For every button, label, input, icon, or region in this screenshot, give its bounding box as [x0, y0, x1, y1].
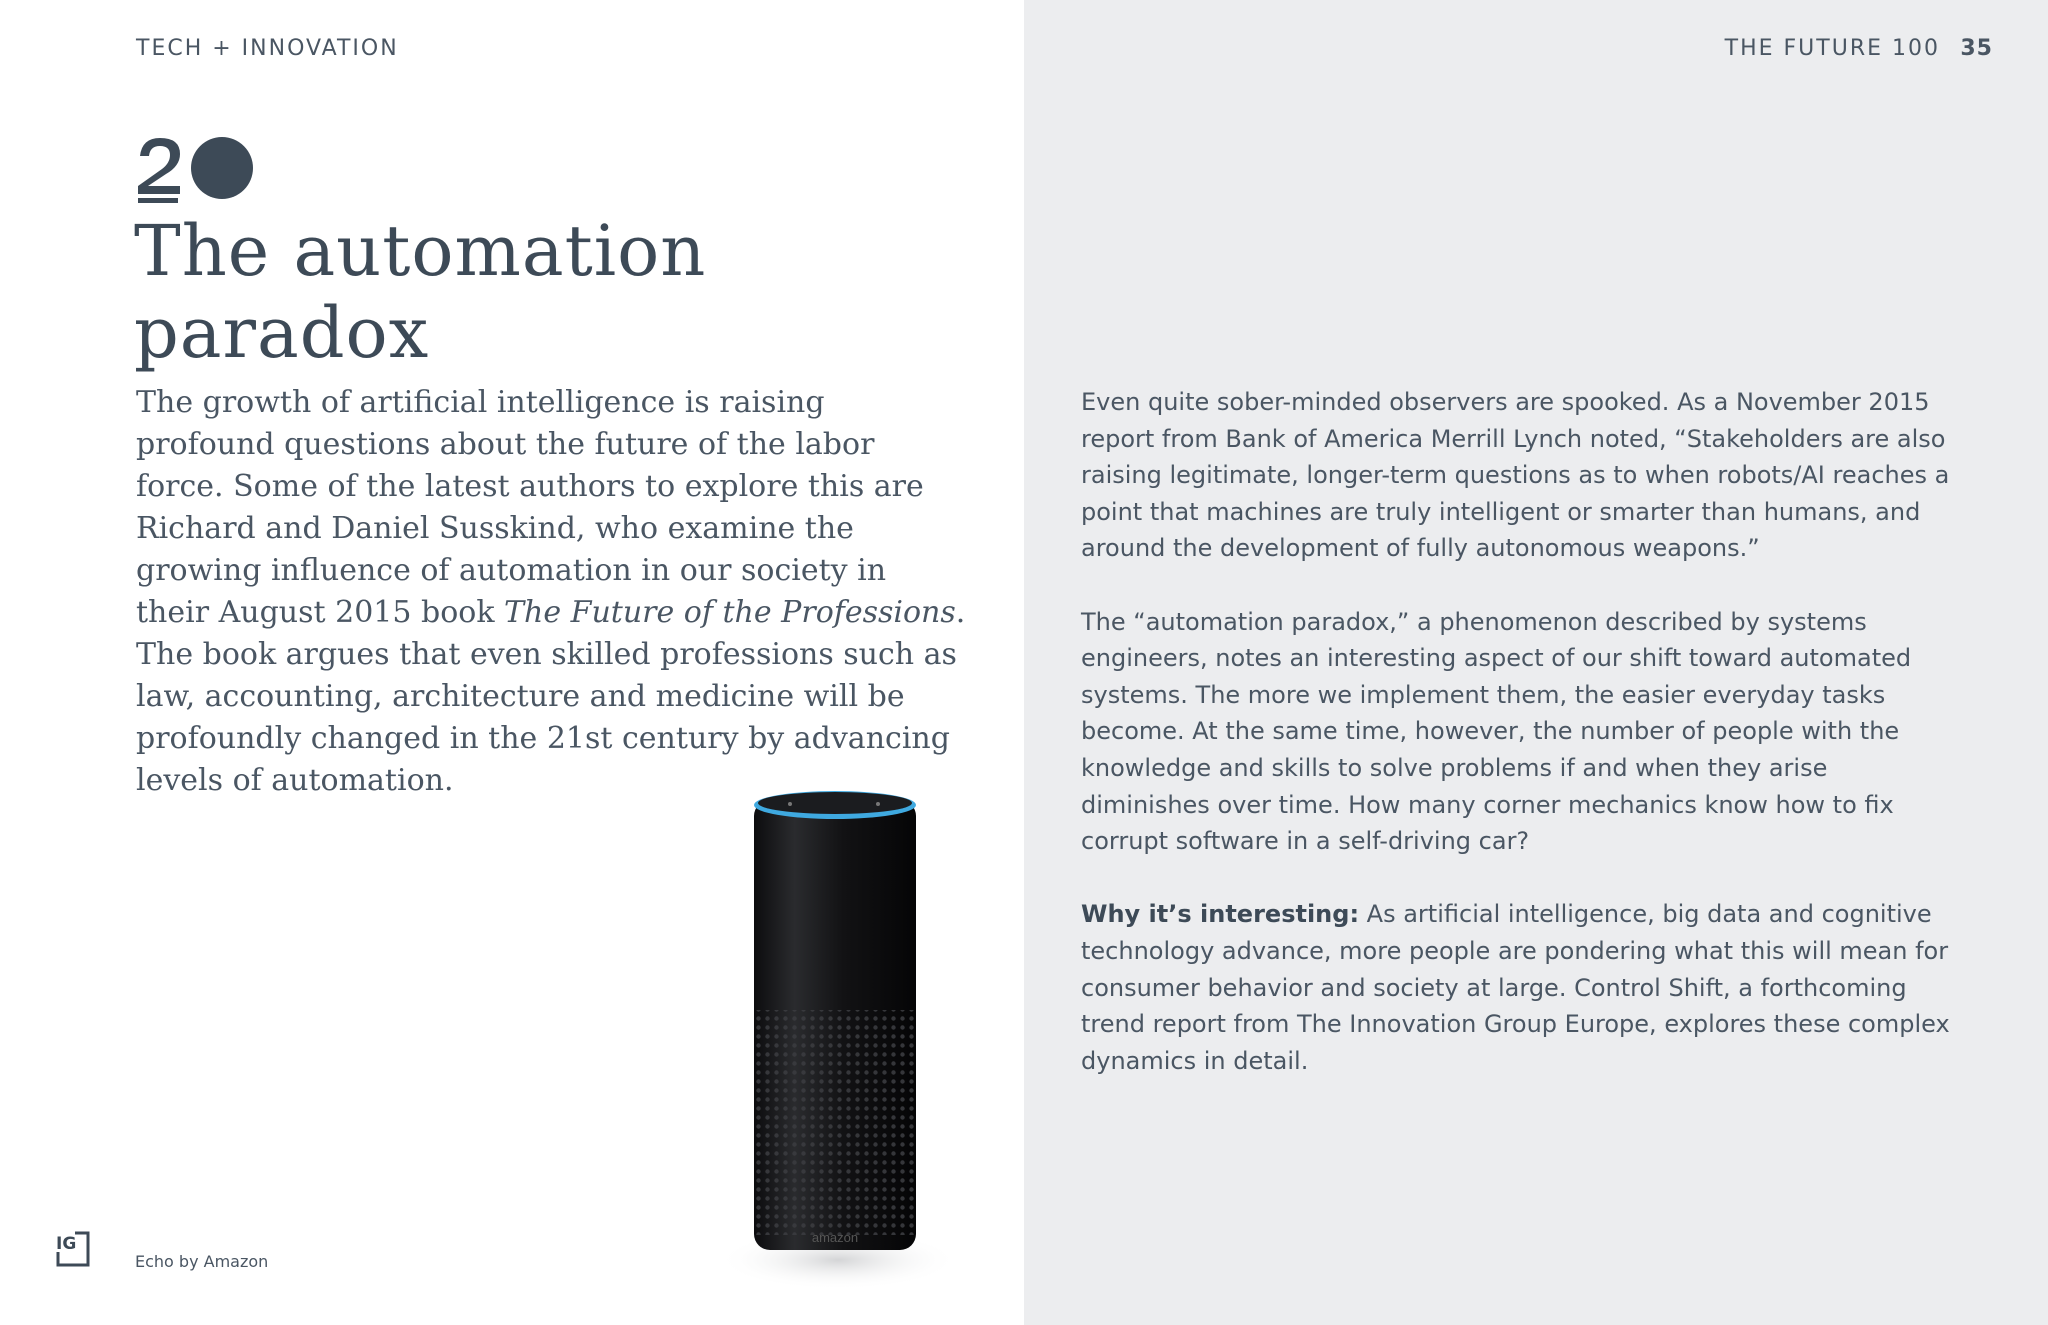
intro-text-1: The growth of artificial intelligence is raising profound questions about the future of the labor force. Some of the latest authors to explore this are Richard and Daniel Susskind, who examine the growing influence of automation in our society in their August 2015 book [136, 385, 924, 630]
why-interesting-paragraph [1081, 896, 1961, 1079]
why-interesting-text: As artificial intelligence, big data and cognitive technology advance, more people are pondering what this will mean for consumer behavior and society at large. Control Shift, a forthcoming trend report from The Innovation Group Europe, explores these complex dynamics in detail. [1081, 900, 1950, 1075]
publication-title: THE FUTURE 100 [1724, 36, 1940, 61]
ig-logo [55, 1230, 91, 1268]
amazon-echo-icon [700, 780, 980, 1300]
ig-logo-icon [55, 1230, 91, 1268]
image-caption: Echo by Amazon [135, 1252, 269, 1271]
ig-logo-text: IG [56, 1234, 77, 1254]
trend-number-20 [136, 134, 276, 204]
body-column [1081, 384, 1961, 1116]
intro-text-2: . The book argues that even skilled professions such as law, accounting, architecture and medicine will be profoundly changed in the 21st century by advancing levels of automation. [136, 595, 966, 798]
book-title: The Future of the Professions [504, 595, 956, 630]
section-label: TECH + INNOVATION [136, 36, 399, 61]
echo-speaker-photo [700, 780, 980, 1300]
body-paragraph-1: Even quite sober-minded observers are spooked. As a November 2015 report from Bank of America Merrill Lynch noted, “Stakeholders are also raising legitimate, longer-term questions as to when robots/AI reaches a point that machines are truly intelligent or smarter than humans, and around the development of fully autonomous weapons.” [1081, 388, 1950, 563]
intro-paragraph [136, 382, 966, 802]
page-number: 35 [1960, 36, 1993, 61]
trend-number-icon [136, 134, 256, 204]
body-paragraph-2: The “automation paradox,” a phenomenon described by systems engineers, notes an interesting aspect of our shift toward automated systems. The more we implement them, the easier everyday tasks become. At the same time, however, the number of people with the knowledge and skills to solve problems if and when they arise diminishes over time. How many corner mechanics know how to fix corrupt software in a self-driving car? [1081, 607, 1912, 856]
why-interesting-label: Why it’s interesting: [1081, 900, 1360, 929]
article-title: The automation paradox [134, 210, 707, 374]
brand-mark: amazon [811, 1230, 859, 1245]
